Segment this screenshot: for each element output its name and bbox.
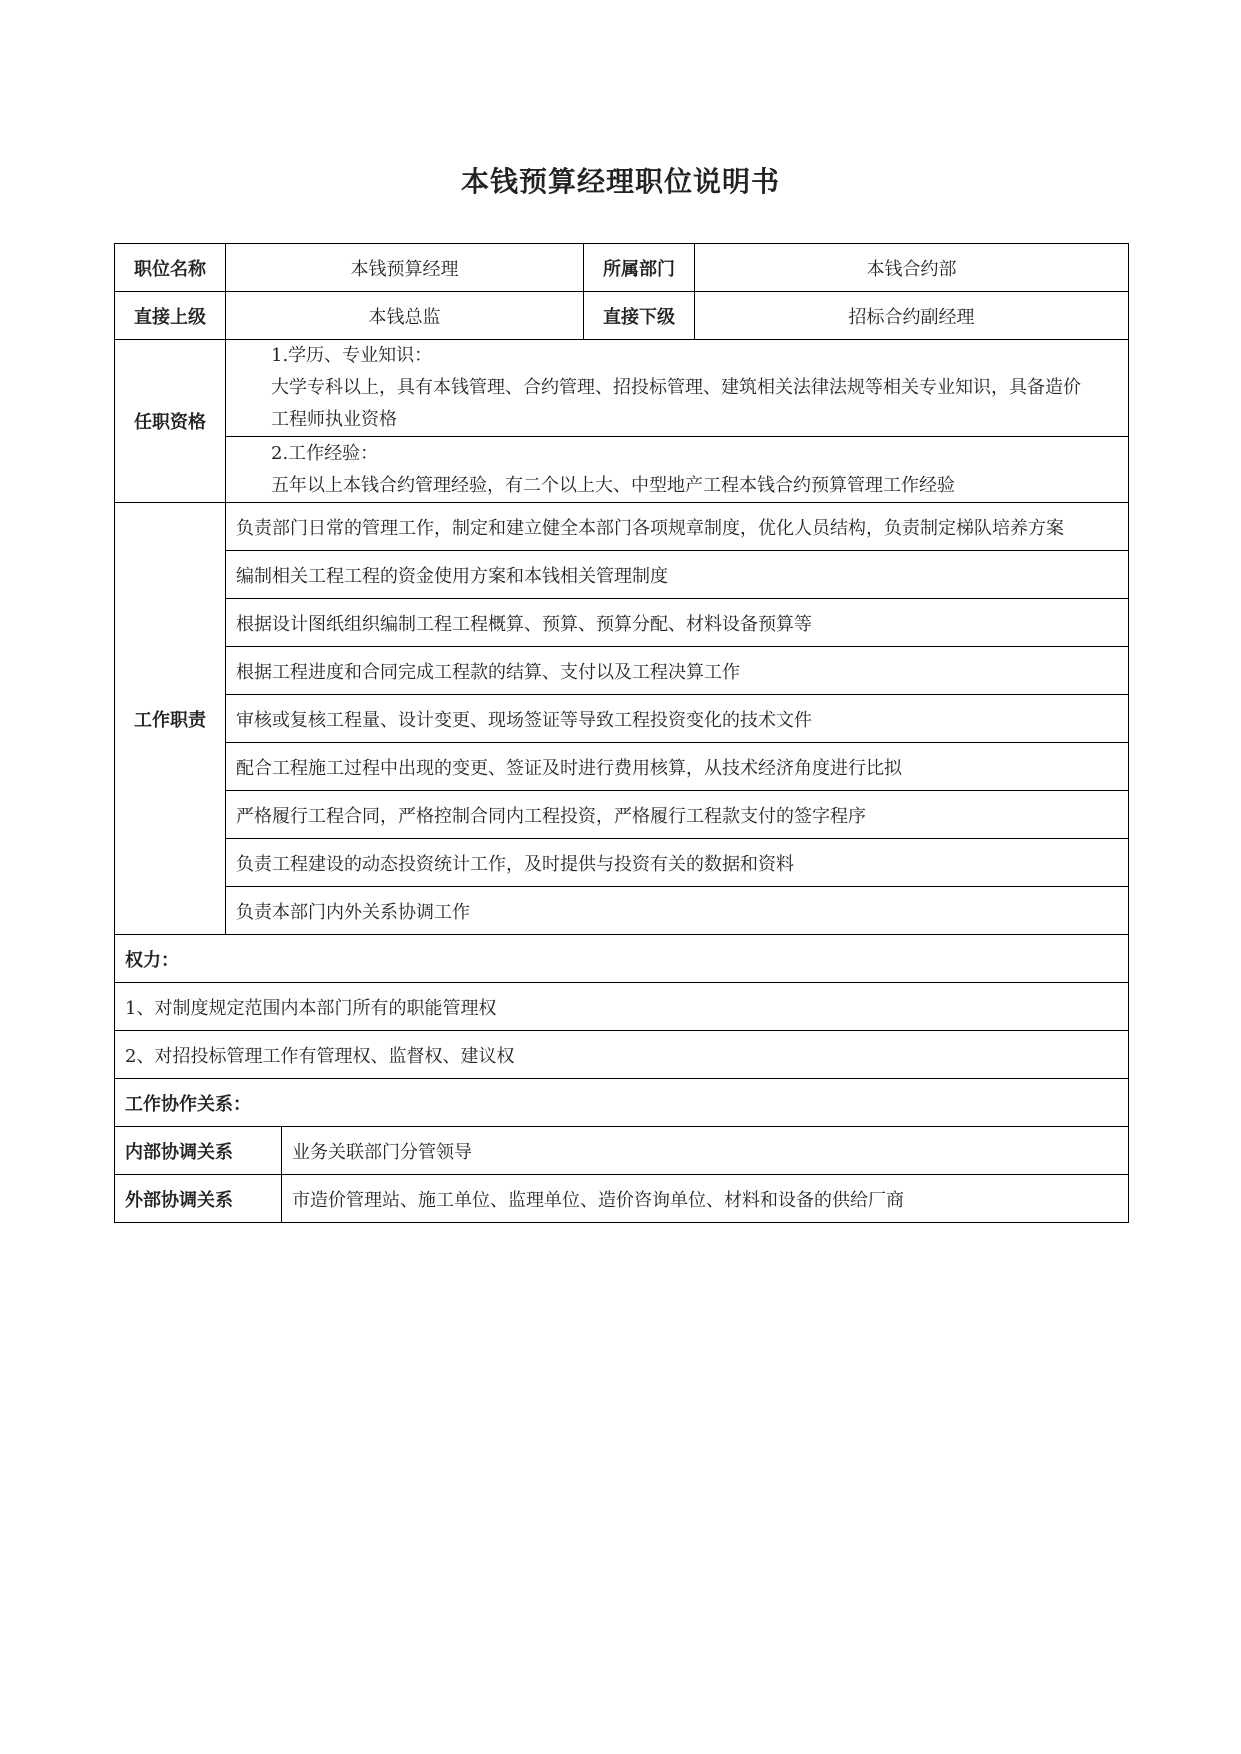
responsibility-row — [115, 695, 1129, 743]
responsibility-item: 严格履行工程合同，严格控制合同内工程投资，严格履行工程款支付的签字程序 — [226, 791, 1129, 839]
reporting-row — [115, 292, 1129, 340]
department-value: 本钱合约部 — [695, 244, 1129, 292]
education-line-2: 工程师执业资格 — [271, 409, 397, 430]
authority-item: 2、对招投标管理工作有管理权、监督权、建议权 — [115, 1031, 1129, 1079]
experience-heading: 2.工作经验： — [271, 442, 379, 464]
education-cell — [226, 340, 1129, 437]
job-description-table — [114, 243, 1129, 1223]
superior-label: 直接上级 — [115, 292, 226, 340]
responsibility-item: 编制相关工程工程的资金使用方案和本钱相关管理制度 — [226, 551, 1129, 599]
authority-label: 权力： — [115, 935, 1129, 983]
internal-cooperation-value: 业务关联部门分管领导 — [282, 1127, 1129, 1175]
responsibilities-label: 工作职责 — [115, 503, 226, 935]
responsibility-row — [115, 791, 1129, 839]
cooperation-label: 工作协作关系： — [115, 1079, 1129, 1127]
external-cooperation-value: 市造价管理站、施工单位、监理单位、造价咨询单位、材料和设备的供给厂商 — [282, 1175, 1129, 1223]
internal-cooperation-label: 内部协调关系 — [115, 1127, 282, 1175]
position-name-value: 本钱预算经理 — [226, 244, 584, 292]
responsibility-item: 负责部门日常的管理工作，制定和建立健全本部门各项规章制度，优化人员结构，负责制定梯队培养方案 — [226, 503, 1129, 551]
authority-header-row — [115, 935, 1129, 983]
authority-item: 1、对制度规定范围内本部门所有的职能管理权 — [115, 983, 1129, 1031]
responsibility-row — [115, 839, 1129, 887]
authority-row — [115, 1031, 1129, 1079]
responsibility-item: 审核或复核工程量、设计变更、现场签证等导致工程投资变化的技术文件 — [226, 695, 1129, 743]
responsibility-row — [115, 503, 1129, 551]
responsibility-item: 负责本部门内外关系协调工作 — [226, 887, 1129, 935]
education-line-1: 大学专科以上，具有本钱管理、合约管理、招投标管理、建筑相关法律法规等相关专业知识，具备造价 — [271, 377, 1081, 398]
cooperation-header-row — [115, 1079, 1129, 1127]
responsibility-item: 根据工程进度和合同完成工程款的结算、支付以及工程决算工作 — [226, 647, 1129, 695]
qualification-education-row — [115, 340, 1129, 437]
responsibility-row — [115, 599, 1129, 647]
authority-row — [115, 983, 1129, 1031]
subordinate-value: 招标合约副经理 — [695, 292, 1129, 340]
responsibility-row — [115, 551, 1129, 599]
external-cooperation-label: 外部协调关系 — [115, 1175, 282, 1223]
document-title: 本钱预算经理职位说明书 — [460, 165, 780, 198]
responsibility-item: 根据设计图纸组织编制工程工程概算、预算、预算分配、材料设备预算等 — [226, 599, 1129, 647]
position-name-label: 职位名称 — [115, 244, 226, 292]
responsibility-item: 配合工程施工过程中出现的变更、签证及时进行费用核算，从技术经济角度进行比拟 — [226, 743, 1129, 791]
education-heading: 1.学历、专业知识： — [271, 345, 433, 366]
responsibility-item: 负责工程建设的动态投资统计工作，及时提供与投资有关的数据和资料 — [226, 839, 1129, 887]
qualifications-label: 任职资格 — [115, 340, 226, 503]
qualification-experience-row — [115, 437, 1129, 503]
responsibility-row — [115, 743, 1129, 791]
responsibility-row — [115, 647, 1129, 695]
subordinate-label: 直接下级 — [584, 292, 695, 340]
responsibility-row — [115, 887, 1129, 935]
position-row — [115, 244, 1129, 292]
experience-cell — [226, 437, 1129, 503]
internal-cooperation-row — [115, 1127, 1129, 1175]
experience-text: 五年以上本钱合约管理经验，有二个以上大、中型地产工程本钱合约预算管理工作经验 — [271, 474, 955, 496]
external-cooperation-row — [115, 1175, 1129, 1223]
department-label: 所属部门 — [584, 244, 695, 292]
superior-value: 本钱总监 — [226, 292, 584, 340]
